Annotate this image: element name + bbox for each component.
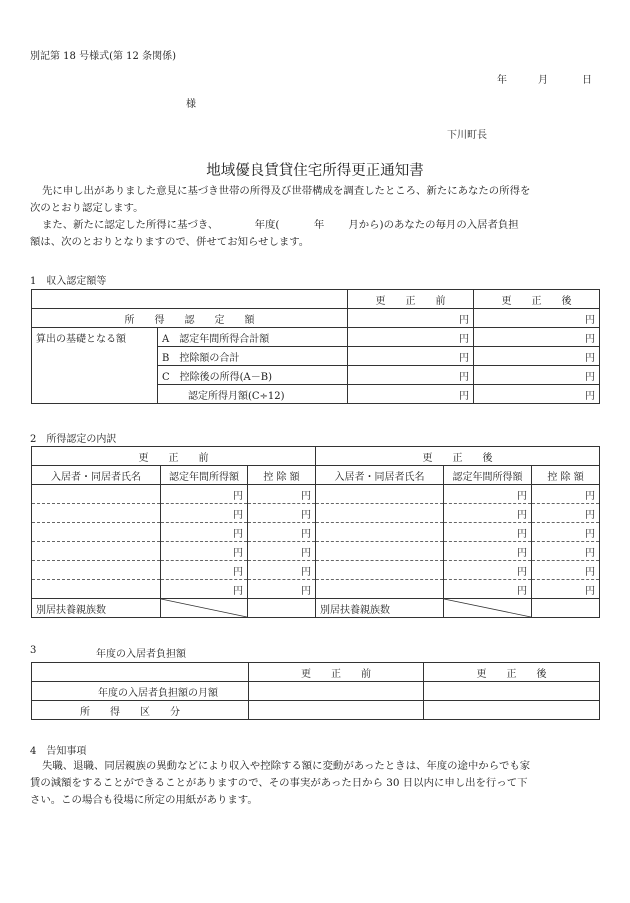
table-row — [32, 328, 600, 347]
resident-name-cell — [316, 523, 444, 542]
deduction-unit-cell: 円 — [248, 504, 316, 523]
deduction-unit-cell: 円 — [532, 580, 600, 599]
form-number: 別記第 18 号様式(第 12 条関係) — [30, 51, 176, 62]
deduction-header: 控 除 額 — [248, 466, 316, 485]
unit-after: 円 — [474, 385, 600, 404]
income-unit-cell: 円 — [444, 523, 532, 542]
column-header-after: 更 正 後 — [474, 290, 600, 309]
unit-after: 円 — [474, 309, 600, 328]
column-header-after: 更 正 後 — [316, 447, 600, 466]
resident-name-cell — [316, 580, 444, 599]
issuer-name: 下川町長 — [447, 130, 487, 141]
date-day-label: 日 — [582, 75, 592, 86]
intro-paragraph — [30, 183, 598, 251]
table-subheader-row — [32, 466, 600, 485]
deduction-header: 控 除 額 — [532, 466, 600, 485]
certified-income-label: 所 得 認 定 額 — [32, 309, 348, 328]
section4-heading: 4 告知事項 — [30, 746, 87, 757]
resident-name-header: 入居者・同居者氏名 — [316, 466, 444, 485]
deduction-unit-cell: 円 — [248, 561, 316, 580]
unit-after: 円 — [474, 347, 600, 366]
notice-paragraph — [30, 758, 598, 809]
unit-after: 円 — [474, 366, 600, 385]
table-row — [32, 309, 600, 328]
notice-line: さい。この場合も役場に所定の用紙があります。 — [30, 794, 258, 806]
income-unit-cell: 円 — [161, 485, 248, 504]
income-unit-cell: 円 — [444, 485, 532, 504]
deduction-unit-cell: 円 — [248, 580, 316, 599]
table-row — [32, 682, 600, 701]
document-title: 地域優良賃貸住宅所得更正通知書 — [206, 163, 424, 179]
table-row — [32, 542, 600, 561]
table-header-row — [32, 290, 600, 309]
resident-name-cell — [32, 485, 161, 504]
income-certification-table — [31, 289, 600, 404]
column-header-before: 更 正 前 — [32, 447, 316, 466]
income-unit-cell: 円 — [161, 523, 248, 542]
income-unit-cell: 円 — [444, 580, 532, 599]
annual-income-header: 認定年間所得額 — [444, 466, 532, 485]
income-unit-cell: 円 — [161, 504, 248, 523]
monthly-burden-label: 年度の入居者負担額の月額 — [32, 682, 249, 701]
section3-heading: 年度の入居者負担額 — [96, 649, 186, 660]
income-class-label: 所 得 区 分 — [32, 701, 249, 720]
resident-name-cell — [32, 561, 161, 580]
deduction-unit-cell: 円 — [248, 485, 316, 504]
intro-line: また、新たに認定した所得に基づき、 年度( 年 月から)のあなたの毎月の入居者負担 — [42, 219, 519, 231]
resident-burden-table — [31, 662, 600, 720]
resident-name-cell — [316, 485, 444, 504]
income-unit-cell: 円 — [444, 561, 532, 580]
resident-name-cell — [32, 504, 161, 523]
resident-name-cell — [32, 523, 161, 542]
section1-heading: 1 収入認定額等 — [30, 276, 107, 287]
resident-name-cell — [316, 542, 444, 561]
deduction-unit-cell: 円 — [248, 542, 316, 561]
intro-line: 次のとおり認定します。 — [30, 202, 144, 214]
table-row — [32, 701, 600, 720]
unit-before: 円 — [348, 385, 474, 404]
resident-name-cell — [316, 504, 444, 523]
item-label: C 控除後の所得(A－B) — [158, 366, 348, 385]
diagonal-blank-cell — [444, 599, 532, 618]
section2-heading: 2 所得認定の内訳 — [30, 434, 117, 445]
resident-name-header: 入居者・同居者氏名 — [32, 466, 161, 485]
table-header-row — [32, 447, 600, 466]
diagonal-line-icon — [161, 599, 247, 617]
item-label: B 控除額の合計 — [158, 347, 348, 366]
income-unit-cell: 円 — [161, 542, 248, 561]
unit-after: 円 — [474, 328, 600, 347]
separate-dependents-label: 別居扶養親族数 — [316, 599, 444, 618]
table-row — [32, 599, 600, 618]
item-label: 認定所得月額(C÷12) — [158, 385, 348, 404]
column-header-before: 更 正 前 — [348, 290, 474, 309]
intro-line: 額は、次のとおりとなりますので、併せてお知らせします。 — [30, 236, 310, 248]
date-month-label: 月 — [538, 75, 548, 86]
table-row — [32, 523, 600, 542]
basis-label: 算出の基礎となる額 — [32, 328, 158, 404]
unit-before: 円 — [348, 328, 474, 347]
deduction-unit-cell: 円 — [532, 504, 600, 523]
deduction-unit-cell: 円 — [532, 542, 600, 561]
notice-line: 賃の減額をすることができることがありますので、その事実があった日から 30 日以内に申し出を行って下 — [30, 777, 528, 789]
table-row — [32, 580, 600, 599]
annual-income-header: 認定年間所得額 — [161, 466, 248, 485]
resident-name-cell — [32, 580, 161, 599]
income-unit-cell: 円 — [444, 542, 532, 561]
unit-before: 円 — [348, 347, 474, 366]
intro-line: 先に申し出がありました意見に基づき世帯の所得及び世帯構成を調査したところ、新たにあなたの所得を — [42, 185, 531, 197]
column-header-before: 更 正 前 — [249, 663, 424, 682]
income-unit-cell: 円 — [161, 561, 248, 580]
notice-line: 失職、退職、同居親族の異動などにより収入や控除する額に変動があったときは、年度の途中からでも家 — [42, 760, 531, 772]
table-row — [32, 561, 600, 580]
unit-before: 円 — [348, 309, 474, 328]
addressee-suffix: 様 — [186, 99, 196, 110]
separate-dependents-label: 別居扶養親族数 — [32, 599, 161, 618]
deduction-unit-cell: 円 — [248, 523, 316, 542]
column-header-after: 更 正 後 — [424, 663, 600, 682]
diagonal-line-icon — [444, 599, 531, 617]
table-header-row — [32, 663, 600, 682]
income-unit-cell: 円 — [161, 580, 248, 599]
deduction-unit-cell: 円 — [532, 561, 600, 580]
resident-name-cell — [32, 542, 161, 561]
income-unit-cell: 円 — [444, 504, 532, 523]
date-year-label: 年 — [497, 75, 507, 86]
deduction-unit-cell: 円 — [532, 485, 600, 504]
table-row — [32, 504, 600, 523]
table-row — [32, 485, 600, 504]
income-breakdown-table — [31, 446, 600, 618]
section3-heading-number: 3 — [30, 645, 37, 656]
unit-before: 円 — [348, 366, 474, 385]
deduction-unit-cell: 円 — [532, 523, 600, 542]
item-label: A 認定年間所得合計額 — [158, 328, 348, 347]
diagonal-blank-cell — [161, 599, 248, 618]
resident-name-cell — [316, 561, 444, 580]
